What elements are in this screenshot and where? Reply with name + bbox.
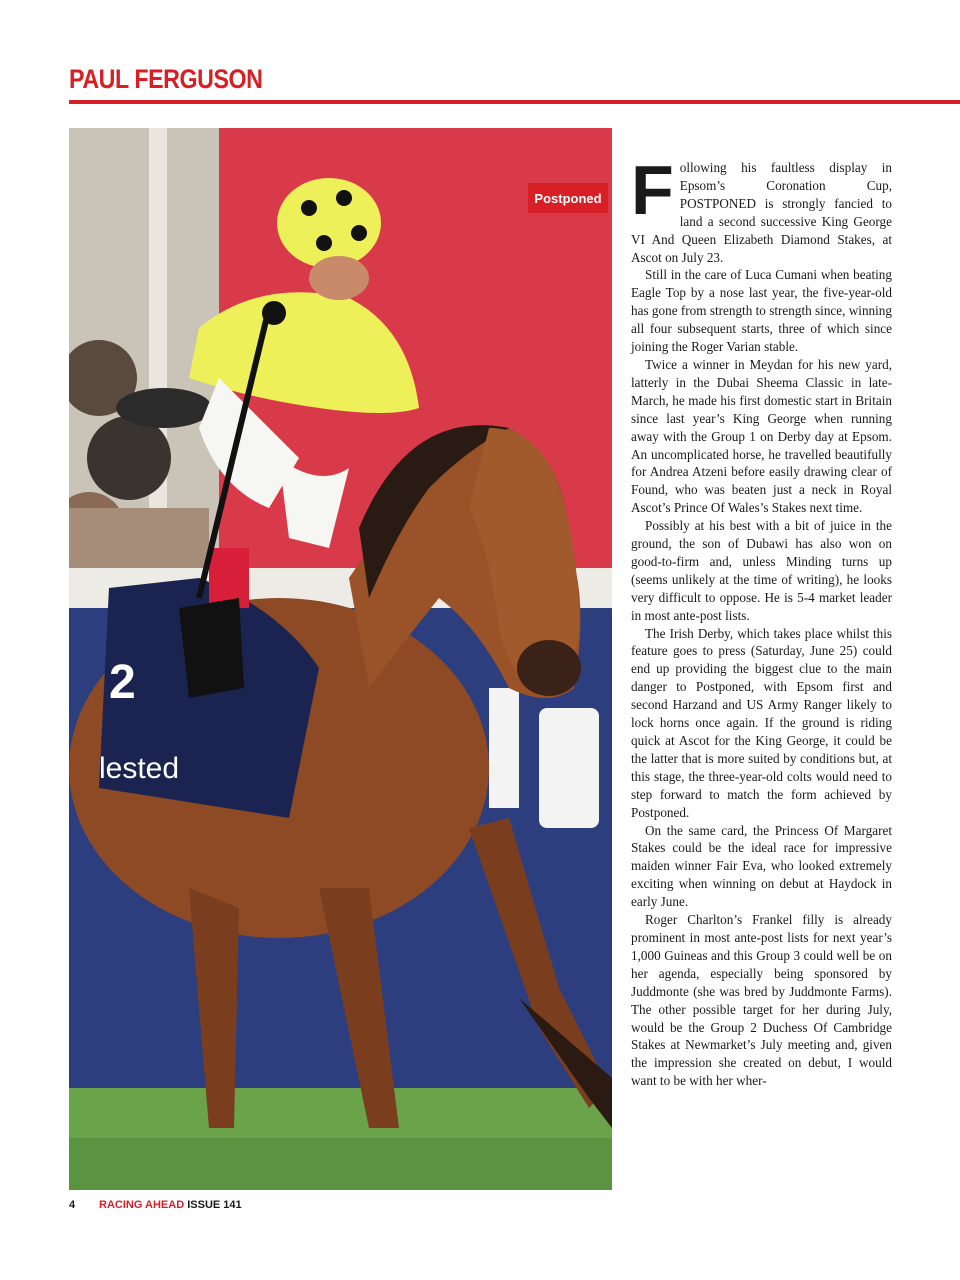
saddle-number: 2: [109, 656, 136, 709]
race-photo: [69, 128, 612, 1190]
article-paragraph-3: Twice a winner in Meydan for his new yard, latterly in the Dubai Sheema Classic in late-March, he made his first domestic start in Britain since last year’s King George when running away with the Group 1 on Derby day at Epsom. An uncomplicated horse, he travelled beautifully for Andrea Atzeni before easily drawing clear of Found, who was beaten just a neck in Royal Ascot’s Prince Of Wales’s Stakes next time.: [631, 356, 892, 516]
page-footer: [69, 1199, 242, 1211]
saddle-sponsor-text: lested: [99, 752, 180, 785]
article-paragraph-5: The Irish Derby, which takes place whilst this feature goes to press (Saturday, June 25) could end up providing the biggest clue to the main danger to Postponed, with Epsom first and second Harzand and US Army Ranger likely to lock horns once again. If the ground is riding quick at Ascot for the King George, it could be the latter that is more suited by conditions but, at this stage, the three-year-old colts would need to step forward to match the form achieved by Postponed.: [631, 625, 892, 820]
article-paragraph-7: Roger Charlton’s Frankel filly is already prominent in most ante-post lists for next year’s 1,000 Guineas and this Group 3 could well be on her agenda, especially being sponsored by Juddmonte (she was bred by Juddmonte Farms). The other possible target for her during July, would be the Group 2 Duchess Of Cambridge Stakes at Newmarket’s July meeting and, given the impression she created on debut, I would want to be with her wher-: [631, 912, 892, 1089]
drop-cap: F: [631, 151, 674, 229]
header-rule: [69, 100, 960, 104]
article-body: [631, 151, 892, 1090]
publication-name: RACING AHEAD: [99, 1199, 185, 1211]
author-heading: PAUL FERGUSON: [69, 64, 263, 94]
article-paragraph-2: Still in the care of Luca Cumani when beating Eagle Top by a nose last year, the five-year-old has gone from strength to strength since, winning all four subsequent starts, three of which since joining the Roger Varian stable.: [631, 267, 892, 355]
article-paragraph-4: Possibly at his best with a bit of juice in the ground, the son of Dubawi has also won on good-to-firm and, unless Minding turns up (seems unlikely at the time of writing), he looks very difficult to oppose. He is 5-4 market leader in most ante-post lists.: [631, 518, 892, 623]
horse-and-jockey-illustration: [69, 128, 612, 1190]
photo-caption-badge: Postponed: [528, 183, 608, 213]
article-paragraph-1-text: ollowing his faultless display in Epsom’s Coronation Cup, POSTPONED is strongly fancied to land a second successive King George VI And Queen Elizabeth Diamond Stakes, at Ascot on July 23.: [631, 160, 892, 265]
page-number: 4: [69, 1199, 76, 1211]
article-paragraph-6: On the same card, the Princess Of Margaret Stakes could be the ideal race for impressive maiden winner Fair Eva, who looked extremely exciting when winning on debut at Haydock in early June.: [631, 822, 892, 910]
issue-number: ISSUE 141: [187, 1199, 242, 1211]
article-paragraph-1: [631, 151, 892, 266]
